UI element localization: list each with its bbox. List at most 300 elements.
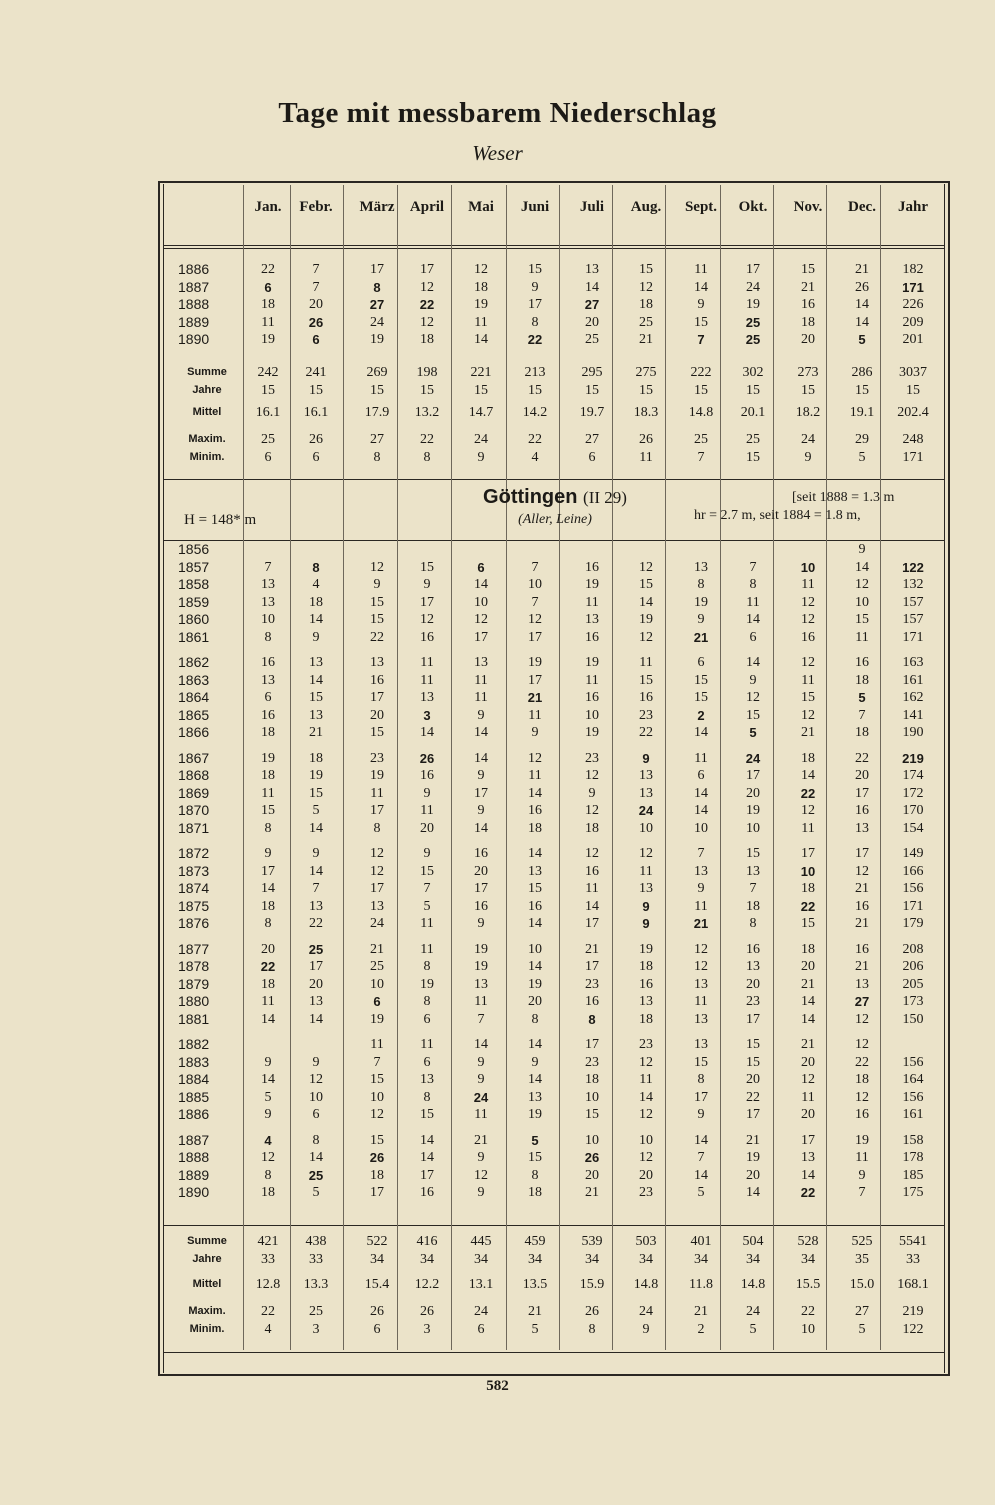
table-cell: 7 (477, 1011, 485, 1027)
table-cell: 7 (264, 559, 272, 575)
table-cell: 19 (855, 1132, 869, 1148)
table-cell: 8 (749, 916, 757, 931)
table-cell: 13 (309, 994, 323, 1009)
table-cell: 275 (635, 365, 657, 380)
table-cell: 17 (370, 262, 384, 277)
year-label: 1889 (178, 1166, 210, 1183)
table-cell: 8 (373, 820, 381, 836)
table-cell: 9 (312, 846, 320, 861)
table-cell: 8 (697, 1072, 705, 1087)
table-cell: 10 (370, 1089, 384, 1105)
table-cell: 19 (309, 768, 323, 783)
table-cell: 15 (474, 383, 488, 398)
summary-label: Summe (187, 1235, 227, 1247)
summary-label: Mittel (192, 1278, 222, 1290)
year-label: 1887 (178, 1131, 210, 1148)
table-cell: 20 (801, 959, 815, 974)
table-cell: 9 (423, 785, 431, 801)
table-cell: 17 (420, 594, 434, 610)
table-cell: 23 (639, 1185, 653, 1200)
table-cell: 15 (694, 672, 708, 688)
table-cell: 29 (855, 432, 869, 447)
table-cell: 13 (855, 820, 869, 836)
table-cell: 5 (858, 450, 866, 465)
table-cell: 10 (585, 707, 599, 723)
table-cell: 201 (902, 332, 924, 347)
table-cell: 9 (697, 881, 705, 896)
table-cell: 21 (474, 1132, 488, 1148)
table-cell: 24 (745, 750, 761, 766)
table-cell: 179 (902, 916, 924, 931)
table-cell: 20 (261, 941, 275, 957)
table-cell: 9 (697, 612, 705, 627)
table-cell: 34 (694, 1252, 708, 1267)
table-cell: 24 (370, 314, 384, 330)
table-cell: 122 (902, 1322, 924, 1337)
table-cell: 14 (528, 846, 542, 861)
table-cell: 8 (697, 577, 705, 592)
table-cell: 11 (420, 941, 434, 957)
table-cell: 10 (855, 594, 869, 610)
table-cell: 23 (370, 750, 384, 766)
table-cell: 13 (855, 976, 869, 992)
table-cell: 11 (420, 672, 434, 688)
table-cell: 156 (902, 881, 924, 896)
table-cell: 19 (528, 655, 542, 670)
table-cell: 4 (264, 1132, 272, 1148)
table-cell: 25 (309, 1304, 323, 1319)
table-cell: 9 (477, 1054, 485, 1070)
table-cell: 15 (746, 383, 760, 398)
year-label: 1888 (178, 296, 210, 312)
year-label: 1862 (178, 654, 210, 670)
table-cell: 156 (902, 1089, 924, 1105)
table-cell: 11 (528, 707, 542, 723)
table-cell: 13 (420, 690, 434, 705)
table-cell: 9 (588, 785, 596, 801)
table-cell: 18 (746, 898, 760, 914)
year-label: 1871 (178, 819, 210, 836)
table-cell: 539 (581, 1234, 603, 1249)
table-cell: 163 (902, 655, 924, 670)
year-label: 1867 (178, 749, 210, 766)
table-cell: 17 (420, 262, 434, 277)
table-cell: 27 (370, 432, 384, 447)
table-cell: 27 (855, 1304, 869, 1319)
table-cell: 16 (639, 976, 653, 992)
table-cell: 7 (697, 1150, 705, 1165)
table-cell: 168.1 (897, 1277, 929, 1292)
table-cell: 17 (528, 629, 542, 645)
table-cell: 213 (524, 365, 546, 380)
table-cell: 13 (528, 863, 542, 879)
table-cell: 18 (261, 898, 275, 914)
table-cell: 17 (585, 916, 599, 931)
table-cell: 21 (801, 1037, 815, 1052)
table-cell: 13 (746, 959, 760, 974)
table-cell: 12 (528, 612, 542, 627)
table-cell: 12 (474, 1167, 488, 1183)
table-cell: 21 (309, 725, 323, 740)
table-cell: 17 (528, 297, 542, 312)
table-cell: 14 (639, 1089, 653, 1105)
table-cell: 15.5 (795, 1277, 821, 1292)
table-cell: 20 (801, 332, 815, 347)
table-cell: 23 (639, 1037, 653, 1052)
table-cell: 14 (746, 1185, 760, 1200)
table-cell: 208 (902, 941, 924, 957)
table-cell: 6 (312, 1107, 320, 1122)
year-label: 1858 (178, 576, 210, 592)
table-cell: 12.8 (255, 1277, 281, 1292)
table-cell: 18 (261, 976, 275, 992)
table-cell: 13 (474, 655, 488, 670)
table-cell: 13 (585, 262, 599, 277)
table-cell: 19 (474, 297, 488, 312)
year-label: 1875 (178, 897, 210, 914)
table-cell: 10 (528, 941, 542, 957)
table-cell: 20 (801, 1054, 815, 1070)
table-cell: 16 (420, 629, 434, 645)
table-cell: 17 (370, 1185, 384, 1200)
table-cell: 10 (474, 594, 488, 610)
year-label: 1869 (178, 784, 210, 801)
table-cell: 7 (373, 1054, 381, 1070)
table-cell: 7 (697, 846, 705, 861)
table-cell: 35 (855, 1252, 869, 1267)
table-cell: 15 (420, 559, 434, 575)
table-cell: 19 (746, 803, 760, 818)
table-cell: 14 (585, 898, 599, 914)
table-cell: 14.8 (688, 405, 714, 420)
table-cell: 16 (528, 898, 542, 914)
year-label: 1886 (178, 1106, 210, 1122)
table-cell: 150 (902, 1011, 924, 1027)
table-cell: 9 (312, 1054, 320, 1070)
table-cell: 459 (524, 1234, 546, 1249)
table-cell: 18 (855, 672, 869, 688)
table-cell: 15 (906, 383, 920, 398)
table-cell: 14 (528, 916, 542, 931)
year-label: 1887 (178, 278, 210, 295)
table-cell: 522 (366, 1234, 388, 1249)
year-label: 1889 (178, 313, 210, 330)
table-cell: 11 (694, 262, 708, 277)
table-cell: 12 (694, 941, 708, 957)
table-cell: 13 (801, 1150, 815, 1165)
table-cell: 21 (585, 941, 599, 957)
table-cell: 18 (261, 768, 275, 783)
table-cell: 14 (801, 768, 815, 783)
table-cell: 25 (261, 432, 275, 447)
table-cell: 11 (639, 863, 653, 879)
table-cell: 525 (851, 1234, 873, 1249)
table-cell: 14 (528, 785, 542, 801)
table-cell: 22 (261, 262, 275, 277)
table-cell: 17 (370, 881, 384, 896)
table-cell: 5 (264, 1089, 272, 1105)
section-rule (163, 479, 945, 480)
table-cell: 445 (470, 1234, 492, 1249)
year-label: 1863 (178, 671, 210, 688)
table-cell: 15 (420, 863, 434, 879)
table-cell: 16 (585, 690, 599, 705)
table-cell: 24 (801, 432, 815, 447)
year-label: 1878 (178, 958, 210, 974)
table-cell: 18 (474, 279, 488, 295)
summary-label: Maxim. (188, 433, 226, 445)
table-cell: 20 (309, 297, 323, 312)
table-cell: 18 (801, 881, 815, 896)
table-cell: 19.7 (579, 405, 605, 420)
column-header: Juni (520, 199, 550, 215)
table-cell: 16 (261, 707, 275, 723)
table-cell: 14 (694, 725, 708, 740)
column-header: Aug. (630, 199, 662, 215)
table-cell: 15 (639, 577, 653, 592)
table-cell: 7 (531, 594, 539, 610)
table-cell: 12 (746, 690, 760, 705)
table-cell: 4 (264, 1322, 272, 1337)
table-cell: 14.7 (468, 405, 494, 420)
table-cell: 16 (855, 803, 869, 818)
table-cell: 19 (746, 1150, 760, 1165)
table-cell: 15 (370, 612, 384, 627)
table-cell: 416 (416, 1234, 438, 1249)
table-cell: 15 (370, 594, 384, 610)
gauge-height-1: [seit 1888 = 1.3 m (792, 490, 895, 505)
column-rule (397, 185, 398, 1350)
table-cell: 6 (264, 279, 272, 295)
table-cell: 14 (474, 725, 488, 740)
table-cell: 7 (312, 262, 320, 277)
table-cell: 14 (474, 750, 488, 766)
table-cell: 26 (309, 432, 323, 447)
table-cell: 7 (423, 881, 431, 896)
table-cell: 19 (528, 976, 542, 992)
table-cell: 202.4 (897, 405, 929, 420)
table-cell: 10 (746, 820, 760, 836)
table-cell: 10 (370, 976, 384, 992)
table-cell: 20 (855, 768, 869, 783)
table-cell: 15.9 (579, 1277, 605, 1292)
table-cell: 13 (261, 672, 275, 688)
table-cell: 17 (855, 846, 869, 861)
page-title: Tage mit messbarem Niederschlag (278, 97, 717, 129)
table-cell: 295 (581, 365, 603, 380)
table-cell: 5 (697, 1185, 705, 1200)
table-cell: 14 (474, 820, 488, 836)
table-cell: 19 (639, 612, 653, 627)
table-cell: 10 (309, 1089, 323, 1105)
table-cell: 13 (528, 1089, 542, 1105)
table-cell: 10 (261, 612, 275, 627)
table-cell: 13 (420, 1072, 434, 1087)
table-cell: 11 (261, 785, 275, 801)
table-cell: 273 (797, 365, 819, 380)
table-cell: 7 (312, 279, 320, 295)
year-label: 1885 (178, 1088, 210, 1105)
table-cell: 34 (528, 1252, 542, 1267)
table-cell: 22 (800, 1185, 816, 1200)
table-cell: 12 (855, 1011, 869, 1027)
table-cell: 8 (373, 450, 381, 465)
table-cell: 21 (370, 941, 384, 957)
table-cell: 17 (309, 959, 323, 974)
table-cell: 8 (423, 1089, 431, 1105)
summary-label: Maxim. (188, 1305, 226, 1317)
column-header: Nov. (793, 199, 823, 215)
table-cell: 26 (855, 279, 869, 295)
table-cell: 21 (855, 262, 869, 277)
table-cell: 26 (585, 1304, 599, 1319)
table-cell: 33 (261, 1252, 275, 1267)
column-header: März (359, 199, 395, 215)
bottom-rule (163, 1352, 945, 1353)
table-cell: 12 (855, 863, 869, 879)
table-cell: 22 (370, 629, 384, 645)
table-cell: 158 (902, 1132, 924, 1148)
table-cell: 9 (477, 707, 485, 723)
table-cell: 34 (801, 1252, 815, 1267)
table-cell: 17 (370, 803, 384, 818)
table-cell: 12 (420, 314, 434, 330)
table-cell: 21 (693, 916, 709, 931)
table-cell: 14 (694, 279, 708, 295)
table-cell: 11 (420, 1037, 434, 1052)
table-cell: 11 (855, 629, 869, 645)
table-cell: 8 (373, 279, 381, 295)
table-cell: 15 (746, 1037, 760, 1052)
table-cell: 14 (528, 1037, 542, 1052)
table-cell: 14 (420, 1150, 434, 1165)
table-cell: 162 (902, 690, 924, 705)
year-label: 1874 (178, 880, 210, 896)
table-cell: 12 (261, 1150, 275, 1165)
table-cell: 15 (528, 383, 542, 398)
table-cell: 9 (477, 768, 485, 783)
table-cell: 15 (309, 785, 323, 801)
table-cell: 421 (257, 1234, 279, 1249)
table-cell: 25 (308, 941, 324, 957)
table-cell: 22 (528, 432, 542, 447)
table-cell: 10 (639, 820, 653, 836)
table-cell: 12 (474, 612, 488, 627)
table-cell: 13 (370, 655, 384, 670)
table-cell: 9 (642, 1322, 650, 1337)
column-rule (451, 185, 452, 1350)
table-cell: 19 (528, 1107, 542, 1122)
table-cell: 12 (639, 1150, 653, 1165)
station-rivers: (Aller, Leine) (518, 512, 592, 527)
table-cell: 13 (639, 768, 653, 783)
table-cell: 18 (261, 725, 275, 740)
column-rule (665, 185, 666, 1350)
page-number: 582 (486, 1378, 509, 1394)
year-label: 1861 (178, 628, 210, 645)
table-cell: 14 (746, 655, 760, 670)
table-cell: 17 (474, 881, 488, 896)
table-cell: 22 (261, 1304, 275, 1319)
table-cell: 6 (264, 690, 272, 705)
table-cell: 18 (801, 750, 815, 766)
table-cell: 20 (309, 976, 323, 992)
summary-label: Mittel (192, 406, 222, 418)
table-cell: 25 (745, 332, 761, 347)
table-cell: 8 (423, 994, 431, 1009)
table-cell: 7 (531, 559, 539, 575)
column-header: Jahr (898, 199, 928, 215)
table-cell: 14 (420, 1132, 434, 1148)
table-cell: 15 (585, 1107, 599, 1122)
column-rule (343, 185, 344, 1350)
table-cell: 14 (309, 1011, 323, 1027)
table-cell: 178 (902, 1150, 924, 1165)
table-cell: 11.8 (689, 1277, 713, 1292)
column-rule (243, 185, 244, 1350)
table-cell: 13 (309, 707, 323, 723)
table-cell: 15 (370, 383, 384, 398)
table-cell: 10 (585, 1089, 599, 1105)
table-cell: 15 (801, 690, 815, 705)
table-cell: 171 (902, 898, 924, 914)
table-cell: 8 (423, 959, 431, 974)
table-cell: 15 (639, 262, 653, 277)
table-cell: 14 (309, 820, 323, 836)
table-cell: 5 (749, 725, 757, 740)
table-cell: 5 (531, 1322, 539, 1337)
table-cell: 17 (801, 1132, 815, 1148)
table-cell: 3037 (899, 365, 927, 380)
table-cell: 171 (902, 629, 924, 645)
table-cell: 16 (801, 297, 815, 312)
table-cell: 22 (800, 785, 816, 801)
table-cell: 13.3 (303, 1277, 329, 1292)
table-cell: 12 (370, 1107, 384, 1122)
table-cell: 12 (694, 959, 708, 974)
table-cell: 9 (477, 916, 485, 931)
table-cell: 23 (585, 976, 599, 992)
table-cell: 15 (370, 725, 384, 740)
table-cell: 26 (308, 314, 324, 330)
table-cell: 20 (420, 820, 434, 836)
table-cell: 16 (855, 898, 869, 914)
table-cell: 13 (261, 577, 275, 592)
table-cell: 21 (585, 1185, 599, 1200)
table-cell: 33 (309, 1252, 323, 1267)
table-cell: 11 (585, 881, 599, 896)
table-cell: 7 (858, 707, 866, 723)
table-cell: 15 (694, 383, 708, 398)
table-cell: 23 (585, 1054, 599, 1070)
table-cell: 22 (855, 1054, 869, 1070)
table-cell: 6 (697, 655, 705, 670)
table-cell: 19 (585, 725, 599, 740)
table-cell: 9 (312, 629, 320, 645)
table-cell: 12 (855, 577, 869, 592)
table-cell: 17 (261, 863, 275, 879)
table-cell: 13 (639, 994, 653, 1009)
table-cell: 12 (855, 1037, 869, 1052)
table-cell: 219 (902, 750, 924, 766)
table-cell: 16 (585, 629, 599, 645)
table-cell: 12 (528, 750, 542, 766)
table-cell: 166 (902, 863, 924, 879)
column-header: Sept. (684, 199, 718, 215)
table-cell: 8 (264, 916, 272, 931)
table-cell: 10 (800, 559, 816, 575)
table-cell: 12 (420, 279, 434, 295)
